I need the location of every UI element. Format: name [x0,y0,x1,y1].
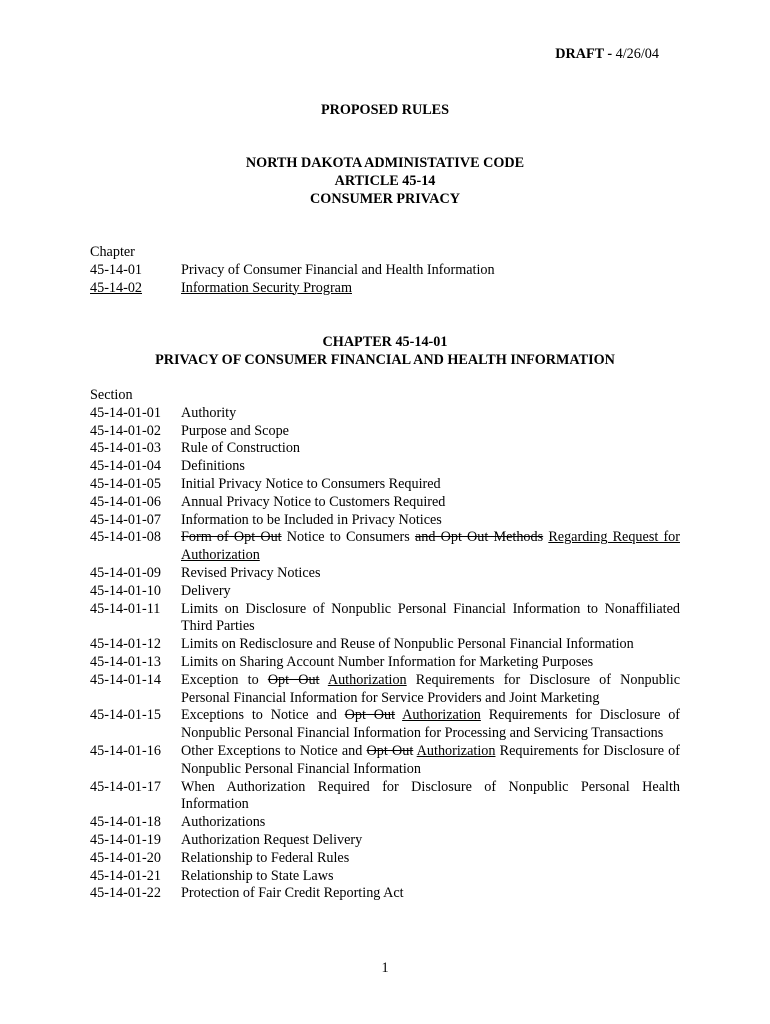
section-title-text: Other Exceptions to Notice and [181,742,367,759]
inserted-text: Authorization [416,742,496,759]
section-title: Protection of Fair Credit Reporting Act [181,885,404,902]
section-row [90,832,680,850]
section-row [90,868,680,886]
section-title: Annual Privacy Notice to Customers Required [181,493,446,510]
section-list-label: Section [90,387,133,403]
draft-date: 4/26/04 [615,46,659,62]
section-number: 45-14-01-18 [90,814,161,831]
section-title: Revised Privacy Notices [181,564,321,581]
section-row [90,743,680,779]
section-title-text: Requirements for Disclosure of Nonpublic Personal Financial Information for Service Providers and Joint Marketing [181,671,681,706]
section-row [90,654,680,672]
section-number: 45-14-01-12 [90,636,161,653]
article-title: ARTICLE 45-14 [334,173,436,189]
section-row [90,583,680,601]
section-number: 45-14-01-14 [90,671,161,688]
chapter-row [90,262,680,280]
section-title [181,707,680,743]
section-number: 45-14-01-22 [90,885,161,902]
section-title-text: Exception to [181,671,268,688]
section-row [90,440,680,458]
section-title: Limits on Sharing Account Number Information for Marketing Purposes [181,653,594,670]
section-title: Limits on Redisclosure and Reuse of Nonpublic Personal Financial Information [181,636,634,653]
section-title: Authorization Request Delivery [181,831,363,848]
draft-header [555,46,659,63]
proposed-rules-title: PROPOSED RULES [320,102,450,118]
chapter-row [90,280,680,298]
section-row [90,423,680,441]
section-title-text: Notice to Consumers [281,529,415,546]
section-row [90,601,680,637]
section-number: 45-14-01-20 [90,849,161,866]
deleted-text: Opt Out [366,742,414,759]
chapter-heading [0,333,770,369]
deleted-text: Form of Opt Out [181,529,282,546]
section-title [181,672,680,708]
section-title: Delivery [181,582,231,599]
section-title: Initial Privacy Notice to Consumers Required [181,475,441,492]
inserted-text: Authorization [327,671,407,688]
section-number: 45-14-01-02 [90,422,161,439]
section-number: 45-14-01-03 [90,440,161,457]
section-number: 45-14-01-15 [90,707,161,724]
subject-title: CONSUMER PRIVACY [310,191,460,207]
section-number: 45-14-01-10 [90,582,161,599]
section-list [90,387,680,903]
section-number: 45-14-01-17 [90,778,161,795]
section-number: 45-14-01-13 [90,653,161,670]
section-row [90,494,680,512]
section-number: 45-14-01-06 [90,493,161,510]
section-row [90,458,680,476]
section-number: 45-14-01-16 [90,742,161,759]
section-number: 45-14-01-01 [90,404,161,421]
chapter-number: 45-14-02 [90,279,143,296]
section-row [90,405,680,423]
section-row [90,779,680,815]
section-title-text: Requirements for Disclosure of Nonpublic Personal Financial Information [181,742,681,777]
draft-label: DRAFT - [555,46,613,62]
inserted-text: Authorization [402,707,481,724]
section-number: 45-14-01-04 [90,458,161,475]
section-number: 45-14-01-05 [90,475,161,492]
section-row [90,885,680,903]
chapter-heading-title: PRIVACY OF CONSUMER FINANCIAL AND HEALTH INFORMATION [155,352,615,368]
deleted-text: and Opt Out Methods [414,529,544,546]
section-number: 45-14-01-21 [90,867,161,884]
section-title: Rule of Construction [181,440,301,457]
section-title: When Authorization Required for Disclosure of Nonpublic Personal Health Information [181,778,680,813]
section-title: Authority [181,404,237,421]
section-number: 45-14-01-07 [90,511,161,528]
section-row [90,512,680,530]
deleted-text: Opt Out [344,707,396,724]
section-row [90,565,680,583]
section-title: Information to be Included in Privacy Notices [181,511,442,528]
section-title: Definitions [181,458,245,475]
section-title: Purpose and Scope [181,422,289,439]
spacer-text [320,672,328,688]
section-title: Authorizations [181,814,266,831]
section-row [90,672,680,708]
section-title [181,743,680,779]
deleted-text: Opt Out [267,671,320,688]
section-title: Relationship to State Laws [181,867,334,884]
section-number: 45-14-01-09 [90,564,161,581]
section-title-text: Exceptions to Notice and [181,707,345,724]
section-title [181,529,680,565]
chapter-title: Privacy of Consumer Financial and Health Information [181,261,495,278]
inserted-text: Regarding Request for Authorization [181,529,680,564]
code-title: NORTH DAKOTA ADMINISTATIVE CODE [245,155,525,171]
section-title-text: Requirements for Disclosure of Nonpublic Personal Financial Information for Processing and Servicing Transactions [181,707,681,742]
chapter-heading-number: CHAPTER 45-14-01 [322,334,448,350]
page-number: 1 [381,960,389,976]
section-row [90,850,680,868]
code-title-block [0,154,770,208]
chapter-number: 45-14-01 [90,261,143,278]
section-row [90,636,680,654]
section-number: 45-14-01-08 [90,529,161,546]
section-row [90,476,680,494]
section-title: Limits on Disclosure of Nonpublic Personal Financial Information to Nonaffiliated Third Parties [181,600,680,635]
section-row [90,814,680,832]
section-number: 45-14-01-19 [90,831,161,848]
chapter-list [90,244,680,297]
section-row [90,529,680,565]
chapter-list-label: Chapter [90,244,135,260]
section-row [90,707,680,743]
section-title: Relationship to Federal Rules [181,849,350,866]
chapter-title: Information Security Program [181,279,352,296]
section-number: 45-14-01-11 [90,600,161,617]
